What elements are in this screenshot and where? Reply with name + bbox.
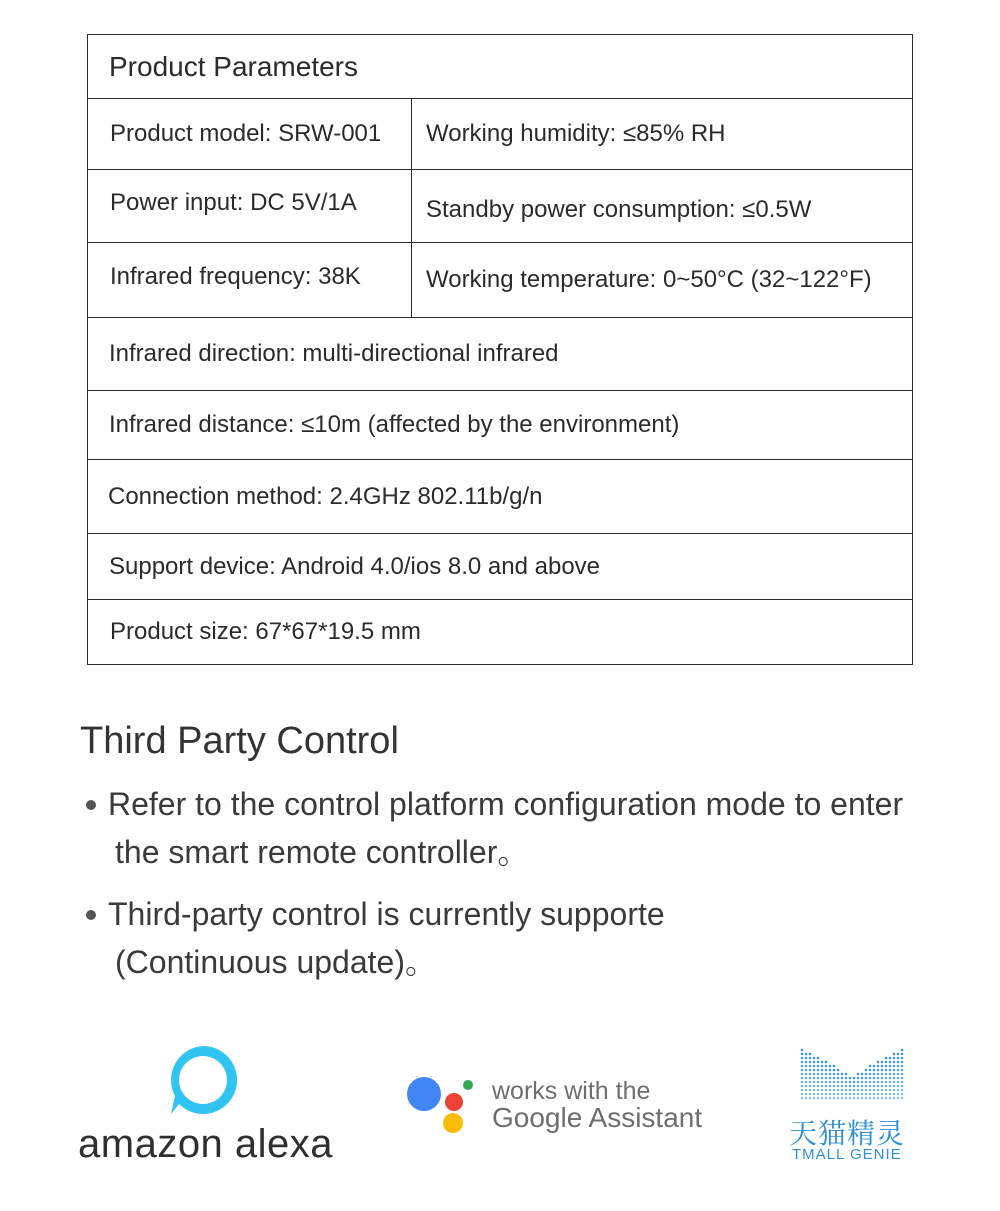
google-works-with-text: works with the: [492, 1077, 651, 1105]
param-power-input: Power input: DC 5V/1A: [88, 170, 412, 242]
google-assistant-dots-icon: [406, 1070, 476, 1136]
param-infrared-distance: Infrared distance: ≤10m (affected by the environment): [109, 411, 680, 438]
table-row: [88, 170, 912, 243]
third-party-title: Third Party Control: [80, 720, 399, 762]
tmall-genie-chinese-name: 天猫精灵: [789, 1118, 906, 1149]
tmall-genie-english-name: TMALL GENIE: [792, 1146, 902, 1163]
param-infrared-direction: Infrared direction: multi-directional infrared: [109, 340, 559, 367]
bullet-icon: [86, 800, 96, 810]
table-row: [88, 318, 912, 391]
param-infrared-frequency: Infrared frequency: 38K: [88, 243, 412, 317]
alexa-ring-icon: [165, 1042, 241, 1118]
bullet-icon: [86, 910, 96, 920]
param-product-model: Product model: SRW-001: [88, 99, 412, 169]
table-row: [88, 460, 912, 534]
table-row: [88, 99, 912, 170]
table-row: [88, 534, 912, 600]
param-standby-power: Standby power consumption: ≤0.5W: [426, 196, 812, 223]
table-header-row: [88, 35, 912, 99]
bullet-line: the smart remote controller。: [115, 834, 530, 870]
google-assistant-text: Google Assistant: [492, 1102, 703, 1133]
bullet-line: (Continuous update)。: [115, 944, 437, 980]
bullet-line: Refer to the control platform configuration mode to enter: [108, 786, 904, 822]
product-parameters-table: [87, 34, 913, 665]
param-connection-method: Connection method: 2.4GHz 802.11b/g/n: [108, 482, 543, 510]
table-row: [88, 243, 912, 318]
table-row: [88, 600, 912, 664]
param-support-device: Support device: Android 4.0/ios 8.0 and above: [109, 552, 601, 580]
bullet-line: Third-party control is currently supporte: [108, 896, 665, 932]
param-product-size: Product size: 67*67*19.5 mm: [110, 618, 421, 645]
param-working-humidity: Working humidity: ≤85% RH: [426, 120, 726, 147]
table-title: Product Parameters: [109, 50, 358, 82]
alexa-wordmark: amazon alexa: [78, 1122, 334, 1166]
tmall-genie-dot-matrix-icon: [800, 1044, 904, 1100]
param-working-temperature: Working temperature: 0~50°C (32~122°F): [426, 266, 872, 293]
table-row: [88, 391, 912, 460]
